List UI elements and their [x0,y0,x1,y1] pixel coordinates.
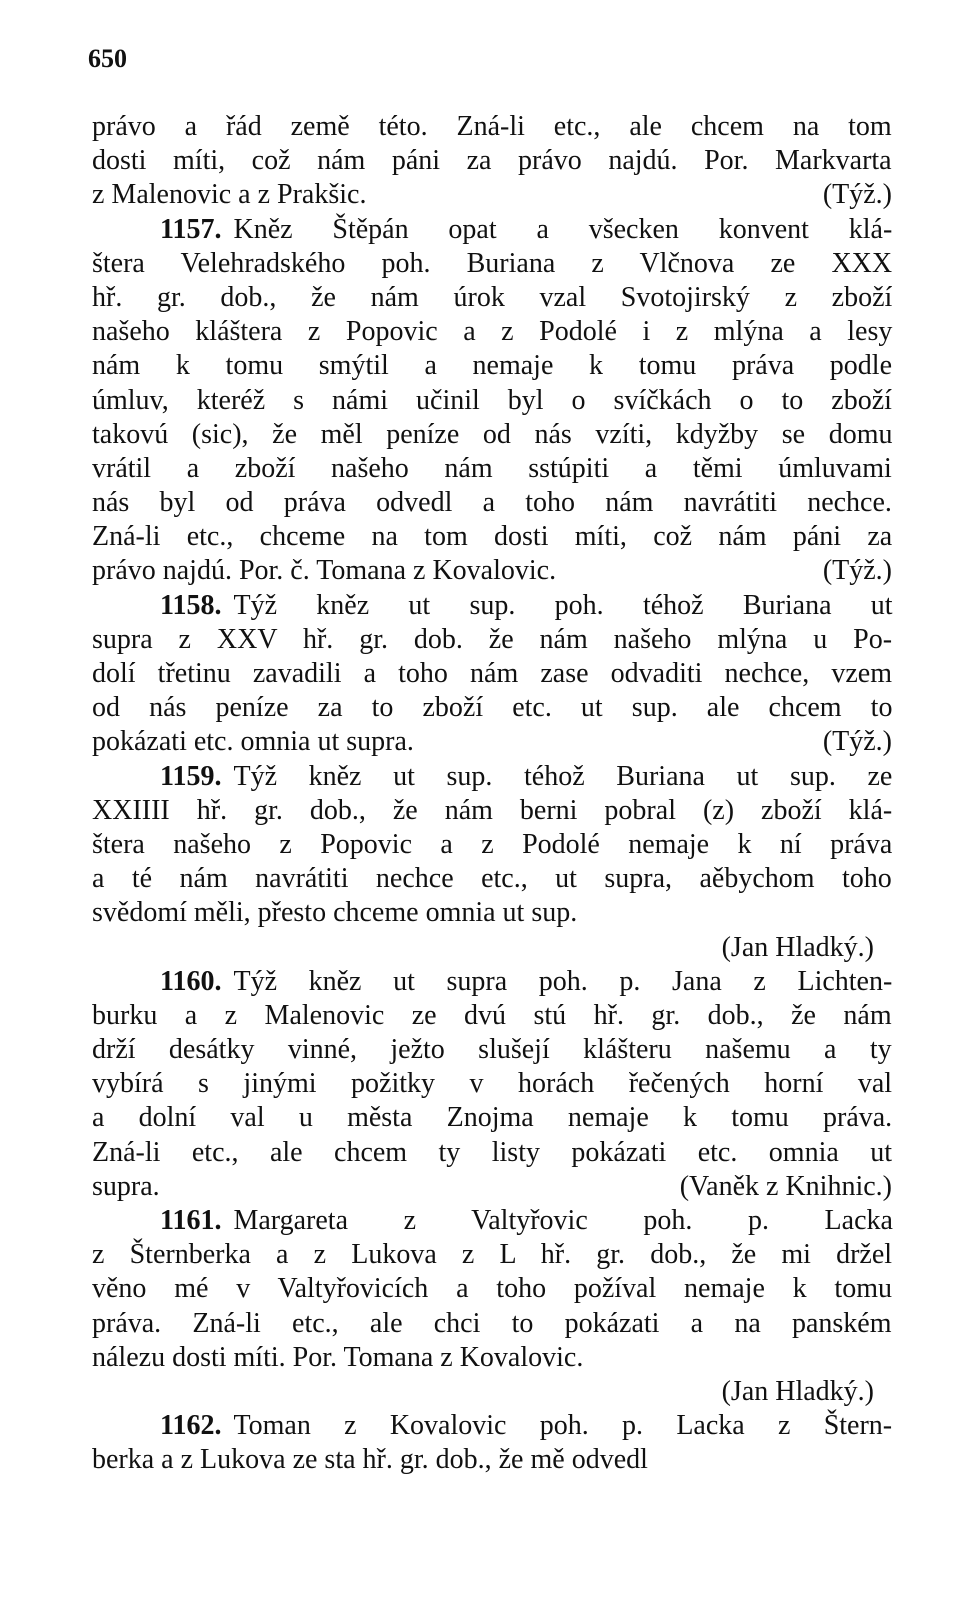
line-text: Týž kněz ut sup. téhož Buriana ut sup. ze [233,760,893,792]
line-text: z Šternberka a z Lukova z L hř. gr. dob., že mi držel [92,1239,893,1271]
entry-number: 1157. [160,213,222,245]
line-text: hř. gr. dob., že nám úrok vzal Svotojirský z zboží [92,281,893,313]
text-line [92,1170,892,1204]
line-text: Zná-li etc., chceme na tom dosti míti, což nám páni za [92,521,893,553]
line-text: supra. [92,1170,160,1202]
text-line [92,213,892,247]
text-line [92,520,892,554]
line-text: svědomí měli, přesto chceme omnia ut sup. [92,897,578,929]
line-text: a dolní val u města Znojma nemaje k tomu práva. [92,1102,893,1134]
text-line [92,999,892,1033]
text-line [92,1067,892,1101]
scribe-signature: (Vaněk z Knihnic.) [679,1170,892,1202]
text-line [92,1341,892,1375]
line-text: vrátil a zboží našeho nám sstúpiti a těmi úmluvami [92,452,892,484]
text-line [92,110,892,144]
text-line [92,965,892,999]
text-line [92,486,892,520]
text-line [92,794,892,828]
text-line [92,725,892,759]
text-line [92,589,892,623]
line-text: drží desátky vinné, ježto slušejí klášteru našemu a ty [92,1034,892,1066]
line-text: XXIIII hř. gr. dob., že nám berni pobral (z) zboží klá- [92,794,893,826]
line-text: dosti míti, což nám páni za právo najdú. Por. Markvarta [92,145,892,177]
entry-number: 1162. [160,1410,222,1442]
line-text: právo a řád země této. Zná-li etc., ale chcem na tom [92,111,892,142]
text-line [92,1375,892,1409]
text-line [92,1238,892,1272]
text-line [92,760,892,794]
text-line [92,1204,892,1238]
scribe-signature: (Jan Hladký.) [721,1375,874,1407]
entry-number: 1161. [160,1205,222,1236]
page-number: 650 [88,44,127,73]
text-line [92,657,892,691]
line-text: štera Velehradského poh. Buriana z Vlčnova ze XXX [92,247,893,279]
line-text: Toman z Kovalovic poh. p. Lacka z Štern- [233,1410,893,1442]
text-line [92,349,892,383]
text-line [92,691,892,725]
line-text: Kněz Štěpán opat a všecken konvent klá- [233,213,893,245]
text-line [92,828,892,862]
line-text: našeho kláštera z Popovic a z Podolé i z mlýna a lesy [92,316,893,348]
text-line [92,623,892,657]
body-text [92,110,892,1478]
line-text: úmluv, kteréž s námi učinil byl o svíčkách o to zboží [92,384,892,416]
text-line [92,862,892,896]
entry-number: 1160. [160,965,222,997]
text-line [92,554,892,588]
line-text: štera našeho z Popovic a z Podolé nemaje k ní práva [92,828,893,860]
text-line [92,896,892,930]
text-line [92,1409,892,1443]
line-text: berka a z Lukova ze sta hř. gr. dob., že mě odvedl [92,1444,648,1476]
line-text: vybírá s jinými požitky v horách řečených horní val [92,1068,893,1100]
line-text: pokázati etc. omnia ut supra. [92,726,414,758]
text-line [92,144,892,178]
text-line [92,1443,892,1477]
text-line [92,931,892,965]
line-text: Zná-li etc., ale chcem ty listy pokázati etc. omnia ut [92,1136,893,1168]
line-text: burku a z Malenovic ze dvú stú hř. gr. dob., že nám [92,999,892,1031]
line-text: práva. Zná-li etc., ale chci to pokázati a na panském [92,1307,892,1339]
text-line [92,247,892,281]
line-text: věno mé v Valtyřovicích a toho požíval nemaje k tomu [92,1273,892,1305]
scribe-signature: (Týž.) [822,555,892,587]
line-text: a té nám navrátiti nechce etc., ut supra, aěbychom toho [92,863,892,895]
scribe-signature: (Jan Hladký.) [721,931,874,963]
line-text: právo najdú. Por. č. Tomana z Kovalovic. [92,555,557,587]
text-line [92,315,892,349]
text-line [92,418,892,452]
text-line [92,178,892,212]
scribe-signature: (Týž.) [822,179,892,211]
line-text: Týž kněz ut supra poh. p. Jana z Lichten- [233,965,893,997]
line-text: Margareta z Valtyřovic poh. p. Lacka [233,1205,893,1236]
text-line [92,1033,892,1067]
line-text: nám k tomu smýtil a nemaje k tomu práva podle [92,350,892,382]
line-text: dolí třetinu zavadili a toho nám zase odvaditi nechce, vzem [92,658,892,689]
text-line [92,384,892,418]
text-line [92,1136,892,1170]
text-line [92,1272,892,1306]
line-text: nás byl od práva odvedl a toho nám navrátiti nechce. [92,487,892,519]
scribe-signature: (Týž.) [822,726,892,758]
text-line [92,281,892,315]
entry-number: 1159. [160,760,222,792]
line-text: od nás peníze za to zboží etc. ut sup. ale chcem to [92,692,893,724]
text-line [92,1101,892,1135]
line-text: nálezu dosti míti. Por. Tomana z Kovalovic. [92,1341,584,1373]
text-line [92,452,892,486]
line-text: z Malenovic a z Prakšic. [92,179,367,211]
line-text: Týž kněz ut sup. poh. téhož Buriana ut [233,589,893,621]
text-line [92,1307,892,1341]
entry-number: 1158. [160,589,222,621]
line-text: supra z XXV hř. gr. dob. že nám našeho mlýna u Po- [92,623,893,655]
line-text: takovú (sic), že měl peníze od nás vzíti, kdyžby se domu [92,418,893,450]
